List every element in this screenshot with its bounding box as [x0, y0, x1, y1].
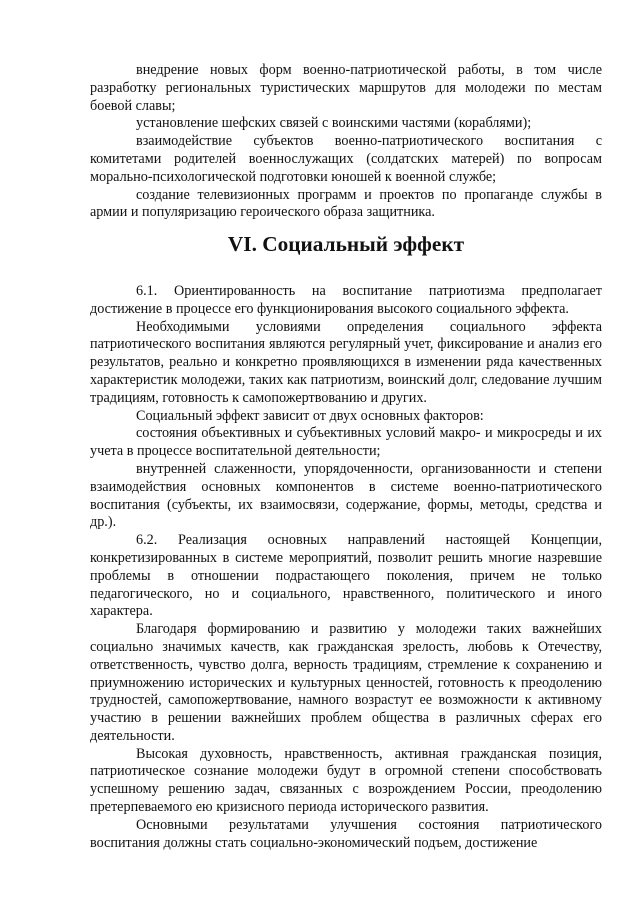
paragraph: Социальный эффект зависит от двух основных факторов: [136, 407, 484, 424]
paragraph: 6.1. Ориентированность на воспитание патриотизма предполагает достижение в процессе его функционирования высокого социального эффекта. [90, 282, 602, 317]
paragraph: 6.2. Реализация основных направлений настоящей Концепции, конкретизированных в системе мероприятий, позволит решить многие назревшие проблемы в отношении подрастающего поколения, причем не только педагогического, но и социального, нравственного, политического и иного характера. [90, 532, 602, 620]
paragraph: создание телевизионных программ и проектов по пропаганде службы в армии и популяризацию героического образа защитника. [90, 186, 602, 221]
paragraph: Необходимыми условиями определения социального эффекта патриотического воспитания являются регулярный учет, фиксирование и анализ его результатов, реально и конкретно проявляющихся в изменении ряда качественных характеристик молодежи, таких как патриотизм, воинский долг, следование лучшим традициям, готовность к самопожертвованию и других. [90, 318, 602, 406]
paragraph: состояния объективных и субъективных условий макро- и микросреды и их учета в процессе воспитательной деятельности; [90, 425, 602, 460]
paragraph: внедрение новых форм военно-патриотической работы, в том числе разработку региональных туристических маршрутов для молодежи по местам боевой славы; [90, 62, 602, 114]
paragraph: Высокая духовность, нравственность, активная гражданская позиция, патриотическое сознание молодежи будут в огромной степени способствовать успешному решению задач, связанных с возрождением России, преодолению претерпеваемого ею кризисного периода исторического развития. [90, 745, 602, 816]
paragraph: установление шефских связей с воинскими частями (кораблями); [136, 115, 532, 132]
section-title: VI. Социальный эффект [227, 232, 465, 257]
paragraph: Благодаря формированию и развитию у молодежи таких важнейших социально значимых качеств, как гражданская зрелость, любовь к Отечеству, ответственность, чувство долга, верность традициям, стремление к сохранению и приумножению исторических и культурных ценностей, готовность к преодолению трудностей, самопожертвование, намного возрастут ее возможности к активному участию в решении важнейших проблем общества в различных сферах его деятельности. [90, 621, 602, 744]
paragraph: взаимодействие субъектов военно-патриотического воспитания с комитетами родителей военнослужащих (солдатских матерей) по вопросам морально-психологической подготовки юношей к военной службе; [90, 133, 602, 185]
paragraph: Основными результатами улучшения состояния патриотического воспитания должны стать социально-экономический подъем, достижение [90, 816, 602, 851]
document-page [90, 62, 602, 852]
paragraph: внутренней слаженности, упорядоченности, организованности и степени взаимодействия основных компонентов в системе военно-патриотического воспитания (субъекты, их взаимосвязи, содержание, формы, методы, средства и др.). [90, 460, 602, 531]
